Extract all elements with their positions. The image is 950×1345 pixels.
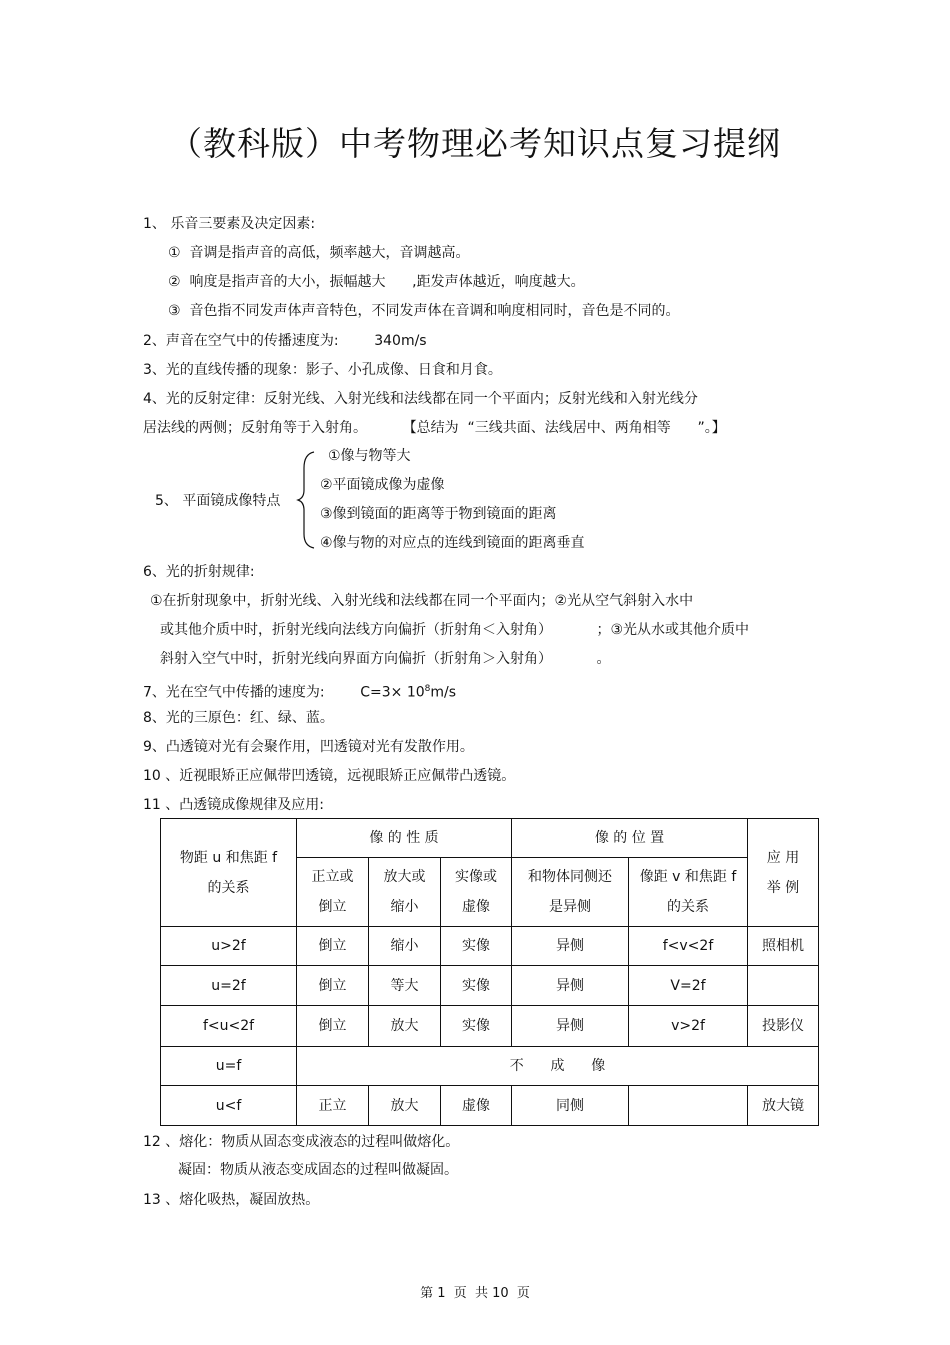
subheader-image-distance-line2: 的关系 (667, 899, 709, 915)
item-4-line1: 4、光的反射定律：反射光线、入射光线和法线都在同一个平面内；反射光线和入射光线分 (143, 391, 698, 407)
item-5-point-2: ②平面镜成像为虚像 (320, 477, 445, 493)
subheader-side-line2: 是异侧 (549, 899, 591, 915)
cell-image-distance: V=2f (629, 966, 748, 1006)
item-2: 2、声音在空气中的传播速度为: 340m/s (143, 333, 427, 349)
item-1-heading: 1、 乐音三要素及决定因素: (143, 216, 316, 232)
header-image-nature: 像 的 性 质 (297, 819, 512, 858)
cell-size: 缩小 (369, 927, 441, 966)
cell-condition: u=f (161, 1047, 297, 1086)
page-footer: 第 1 页 共 10 页 (420, 1286, 530, 1301)
table-row (161, 1047, 819, 1086)
item-1-pitch: ① 音调是指声音的高低，频率越大，音调越高。 (168, 245, 470, 261)
header-application-line1: 应 用 (766, 849, 800, 866)
cell-erect: 倒立 (297, 1006, 369, 1047)
subheader-size (369, 858, 441, 927)
subheader-real (441, 858, 512, 927)
item-6-line2: 或其他介质中时，折射光线向法线方向偏折（折射角＜入射角） ；③光从水或其他介质中 (160, 622, 750, 638)
item-13: 13 、熔化吸热，凝固放热。 (143, 1192, 320, 1208)
subheader-erect (297, 858, 369, 927)
cell-size: 放大 (369, 1006, 441, 1047)
cell-erect: 正立 (297, 1086, 369, 1126)
item-7-text: 7、光在空气中传播的速度为: C=3× 10 (143, 684, 425, 701)
subheader-image-distance-line1: 像距 v 和焦距 f (639, 869, 737, 885)
lens-imaging-table (160, 818, 819, 1126)
cell-image-distance: v>2f (629, 1006, 748, 1047)
cell-erect: 倒立 (297, 966, 369, 1006)
header-application (748, 819, 819, 927)
cell-no-image: 不 成 像 (297, 1047, 819, 1086)
item-4-line2: 居法线的两侧；反射角等于入射角。 【总结为 “三线共面、法线居中、两角相等 ”。】 (143, 420, 726, 436)
item-5-point-4: ④像与物的对应点的连线到镜面的距离垂直 (320, 535, 585, 551)
table-row (161, 1006, 819, 1047)
cell-side: 异侧 (512, 927, 629, 966)
subheader-size-line1: 放大或 (383, 869, 426, 885)
subheader-real-line2: 虚像 (462, 899, 490, 915)
exponent: 8 (424, 684, 431, 694)
cell-condition: f<u<2f (161, 1006, 297, 1047)
subheader-erect-line1: 正立或 (311, 869, 354, 885)
table-row (161, 1086, 819, 1126)
item-8: 8、光的三原色：红、绿、蓝。 (143, 710, 334, 726)
header-relation-line1: 物距 u 和焦距 f (179, 849, 278, 866)
item-11: 11 、凸透镜成像规律及应用: (143, 797, 324, 813)
item-5-point-3: ③像到镜面的距离等于物到镜面的距离 (320, 506, 557, 522)
header-application-line2: 举 例 (766, 879, 800, 896)
item-5-heading: 5、 平面镜成像特点 (155, 493, 281, 509)
item-1-loudness: ② 响度是指声音的大小，振幅越大 ,距发声体越近，响度越大。 (168, 274, 585, 290)
cell-side: 异侧 (512, 1006, 629, 1047)
cell-real: 实像 (441, 1006, 512, 1047)
item-10: 10 、近视眼矫正应佩带凹透镜，远视眼矫正应佩带凸透镜。 (143, 768, 516, 784)
item-1-timbre: ③ 音色指不同发声体声音特色，不同发声体在音调和响度相同时，音色是不同的。 (168, 303, 680, 319)
curly-brace (296, 450, 318, 550)
cell-image-distance: f<v<2f (629, 927, 748, 966)
cell-condition: u<f (161, 1086, 297, 1126)
item-6-line1: ①在折射现象中，折射光线、入射光线和法线都在同一个平面内；②光从空气斜射入水中 (150, 593, 694, 609)
table-row (161, 966, 819, 1006)
cell-condition: u=2f (161, 966, 297, 1006)
item-9: 9、凸透镜对光有会聚作用，凹透镜对光有发散作用。 (143, 739, 474, 755)
cell-size: 等大 (369, 966, 441, 1006)
cell-side: 同侧 (512, 1086, 629, 1126)
header-image-position: 像 的 位 置 (512, 819, 748, 858)
header-relation-line2: 的关系 (207, 879, 250, 896)
cell-application: 照相机 (748, 927, 819, 966)
subheader-size-line2: 缩小 (390, 899, 419, 915)
cell-size: 放大 (369, 1086, 441, 1126)
cell-application: 投影仪 (748, 1006, 819, 1047)
cell-side: 异侧 (512, 966, 629, 1006)
table-row (161, 927, 819, 966)
subheader-side-line1: 和物体同侧还 (528, 869, 612, 885)
item-6-line3: 斜射入空气中时，折射光线向界面方向偏折（折射角＞入射角） 。 (160, 651, 611, 667)
cell-erect: 倒立 (297, 927, 369, 966)
item-7 (143, 679, 456, 703)
subheader-real-line1: 实像或 (455, 869, 497, 885)
cell-application: 放大镜 (748, 1086, 819, 1126)
cell-condition: u>2f (161, 927, 297, 966)
header-relation (161, 819, 297, 927)
item-12-melting: 12 、熔化：物质从固态变成液态的过程叫做熔化。 (143, 1134, 460, 1150)
subheader-side (512, 858, 629, 927)
subheader-erect-line2: 倒立 (318, 899, 347, 915)
cell-real: 实像 (441, 966, 512, 1006)
item-5-point-1: ①像与物等大 (328, 448, 411, 464)
unit: m/s (430, 684, 457, 701)
subheader-image-distance (629, 858, 748, 927)
cell-image-distance (629, 1086, 748, 1126)
cell-real: 实像 (441, 927, 512, 966)
item-12-solidification: 凝固：物质从液态变成固态的过程叫做凝固。 (178, 1162, 458, 1178)
cell-application (748, 966, 819, 1006)
cell-real: 虚像 (441, 1086, 512, 1126)
item-6-heading: 6、光的折射规律: (143, 564, 255, 580)
item-3: 3、光的直线传播的现象：影子、小孔成像、日食和月食。 (143, 362, 502, 378)
page-title: （教科版）中考物理必考知识点复习提纲 (169, 124, 781, 163)
